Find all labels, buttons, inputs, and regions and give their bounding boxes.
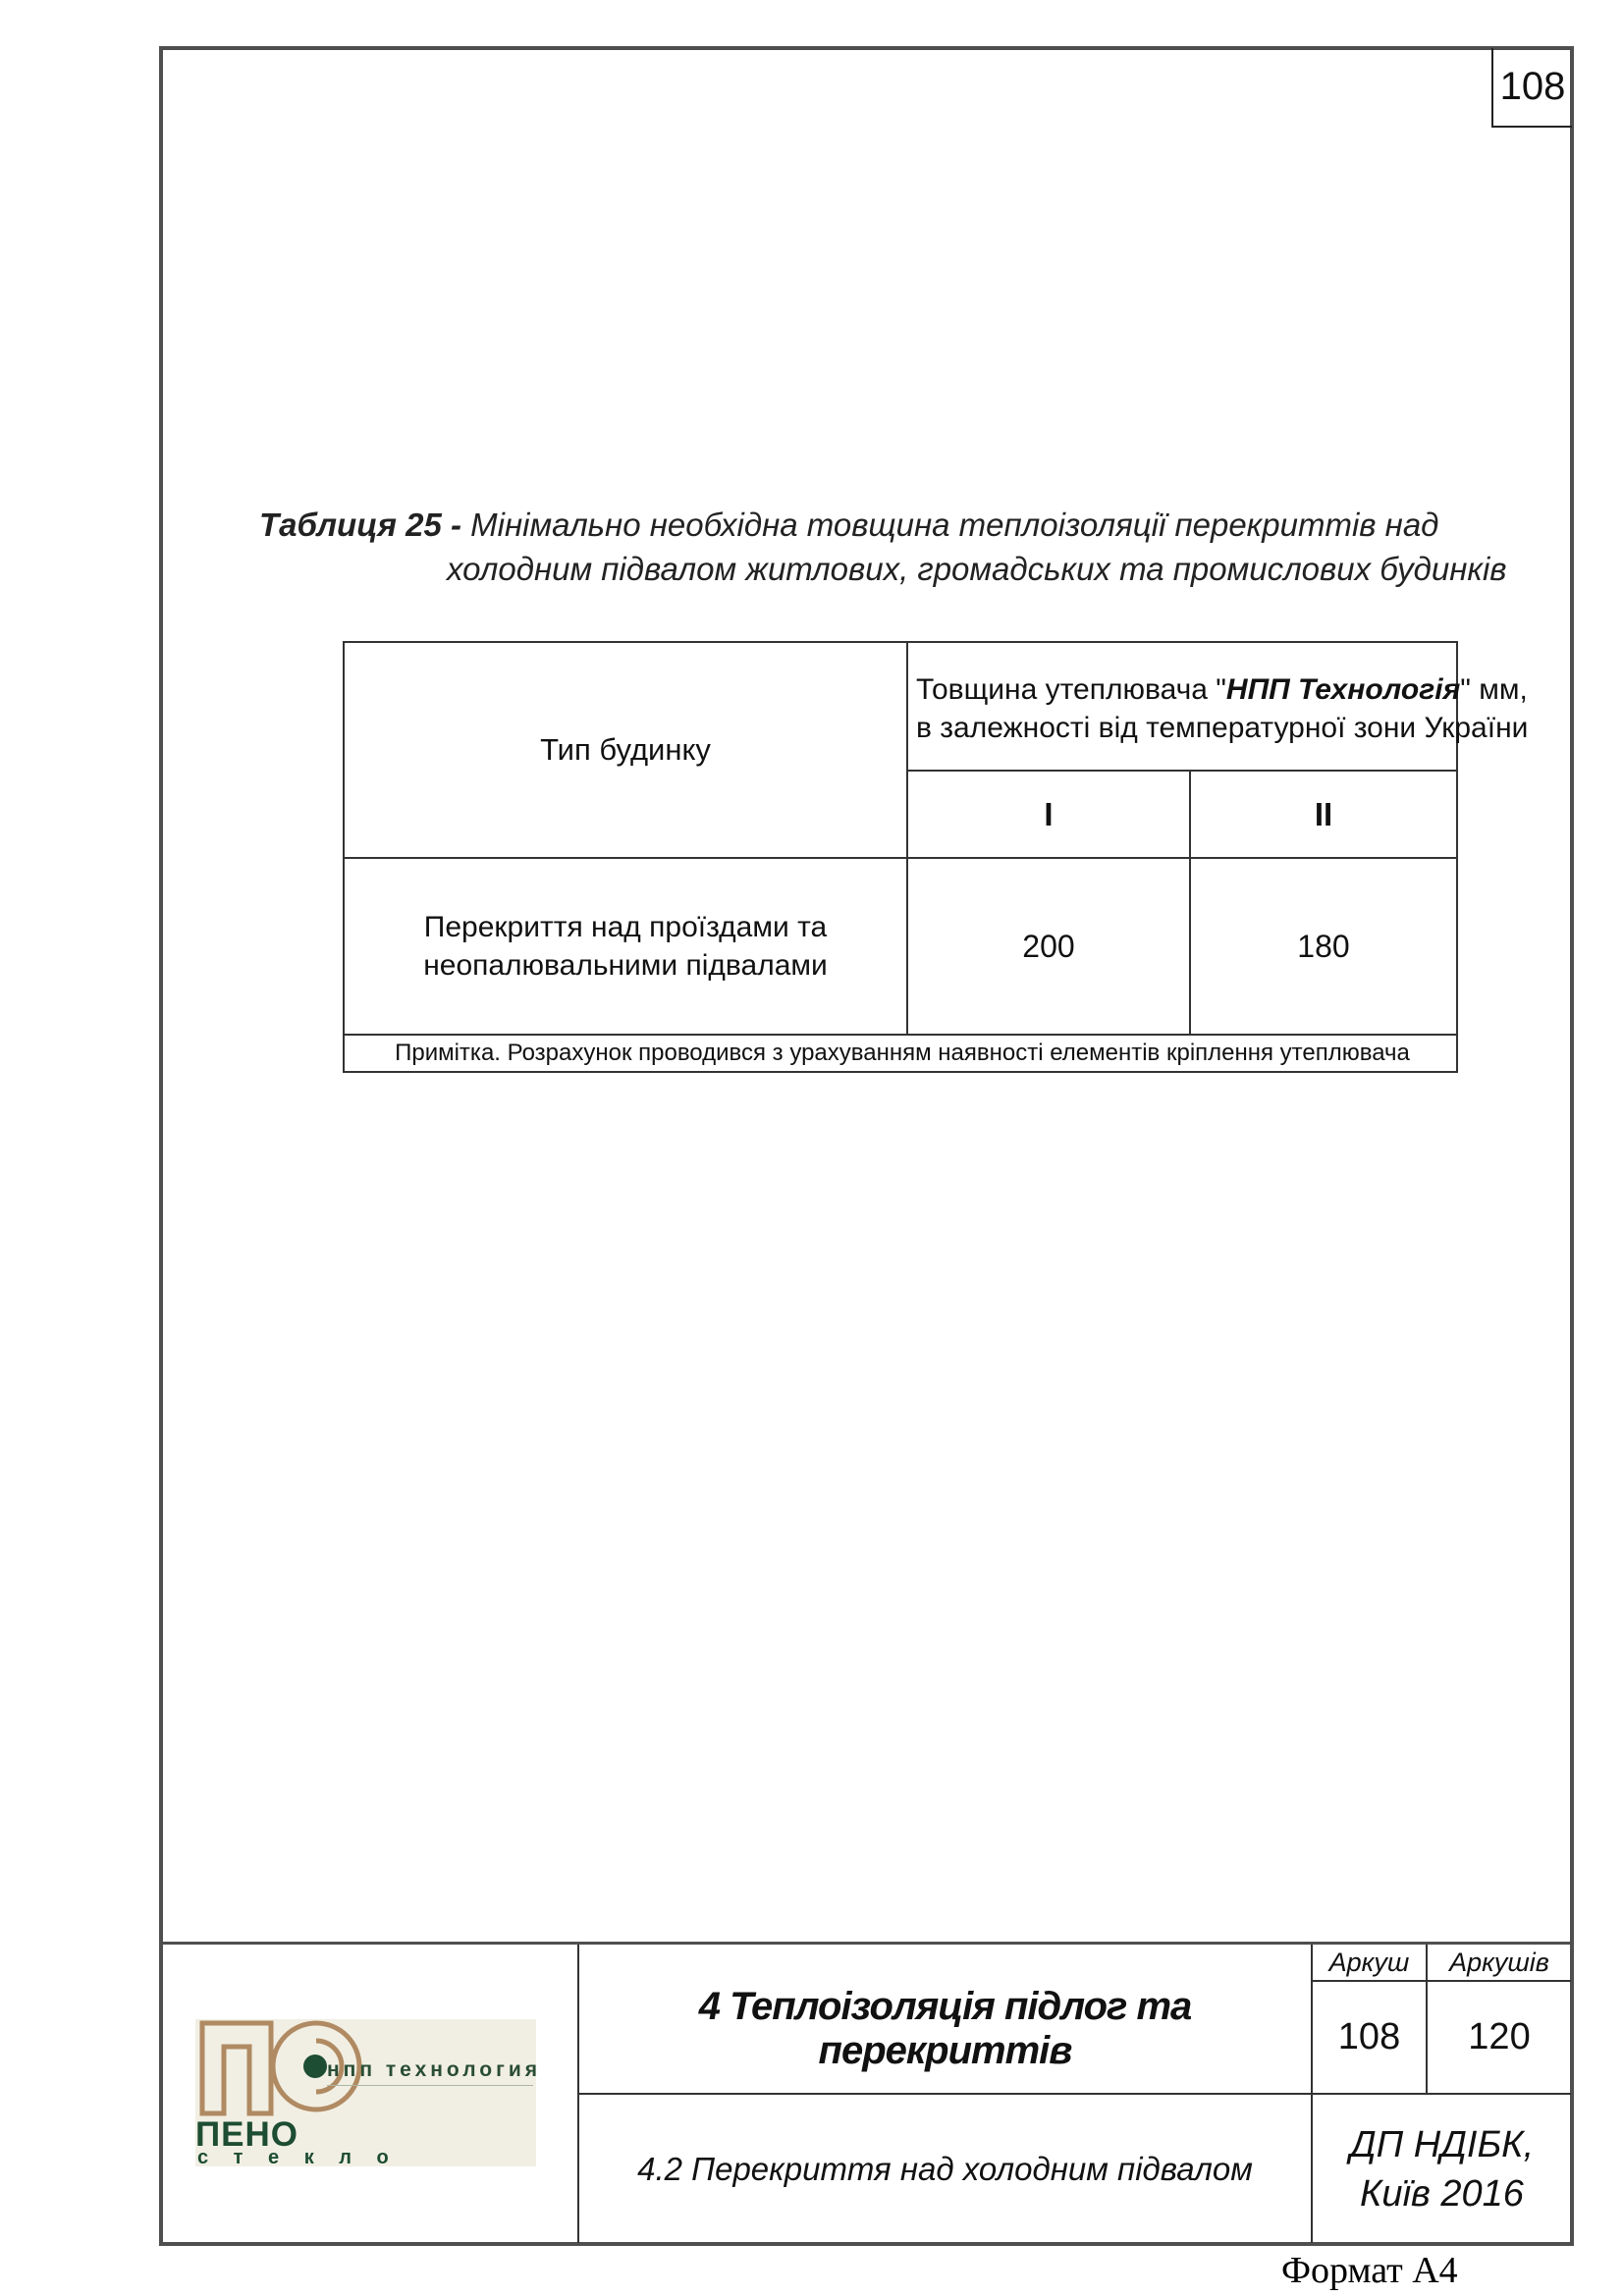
zone-ii-value: 180 [1190,858,1457,1035]
organization-line1: ДП НДІБК, [1349,2123,1535,2165]
zone-ii-header: II [1190,771,1457,858]
organization-line2: Київ 2016 [1360,2172,1524,2215]
building-type-header: Тип будинку [344,642,907,858]
table-caption [259,503,1507,591]
thickness-header-line1: Товщина утеплювача "НПП Технологія" мм, [916,672,1528,706]
zone-i-value: 200 [907,858,1190,1035]
brand-name: НПП Технологія [1225,672,1461,706]
format-note: Формат А4 [1281,2250,1458,2291]
table-caption-label: Таблиця 25 [259,507,442,543]
section-title: 4 Теплоізоляція підлог та перекриттів [698,1984,1192,2072]
table-caption-line2: холодним підвалом житлових, громадських та промислових будинків [447,551,1507,587]
logo-divider [327,2085,533,2086]
organization-name [1313,2095,1571,2243]
thickness-header [907,642,1529,771]
page-number: 108 [1499,65,1566,108]
logo-brand-steklo: с т е к л о [197,2147,399,2168]
page-frame [159,46,1574,2246]
sheet-label: Аркуш [1328,1947,1410,1977]
logo-cell [162,1945,577,2243]
insulation-table [343,641,1529,1073]
sheet-number: 108 [1337,2016,1401,2057]
table-caption-line1: Таблиця 25 - Мінімально необхідна товщина теплоізоляції перекриттів над [259,507,1439,543]
subsection-title: 4.2 Перекриття над холодним підвалом [637,2150,1253,2187]
zone-i-header: I [907,771,1190,858]
page-number-box [1491,48,1572,128]
thickness-header-line2: в залежності від температурної зони України [916,711,1529,744]
table-row [344,858,1457,1035]
sheets-total: 120 [1468,2016,1531,2057]
logo-brand-peno: ПЕНО [195,2115,299,2154]
company-logo [195,2019,542,2168]
sheets-label: Аркушів [1449,1947,1549,1977]
row-label: Перекриття над проїздами та неопалювальними підвалами [344,858,907,1035]
title-block [159,1942,1574,2246]
logo-company-name: нпп технология [327,2058,542,2081]
table-note: Примітка. Розрахунок проводився з урахуванням наявності елементів кріплення утеплювача [344,1035,1457,1072]
